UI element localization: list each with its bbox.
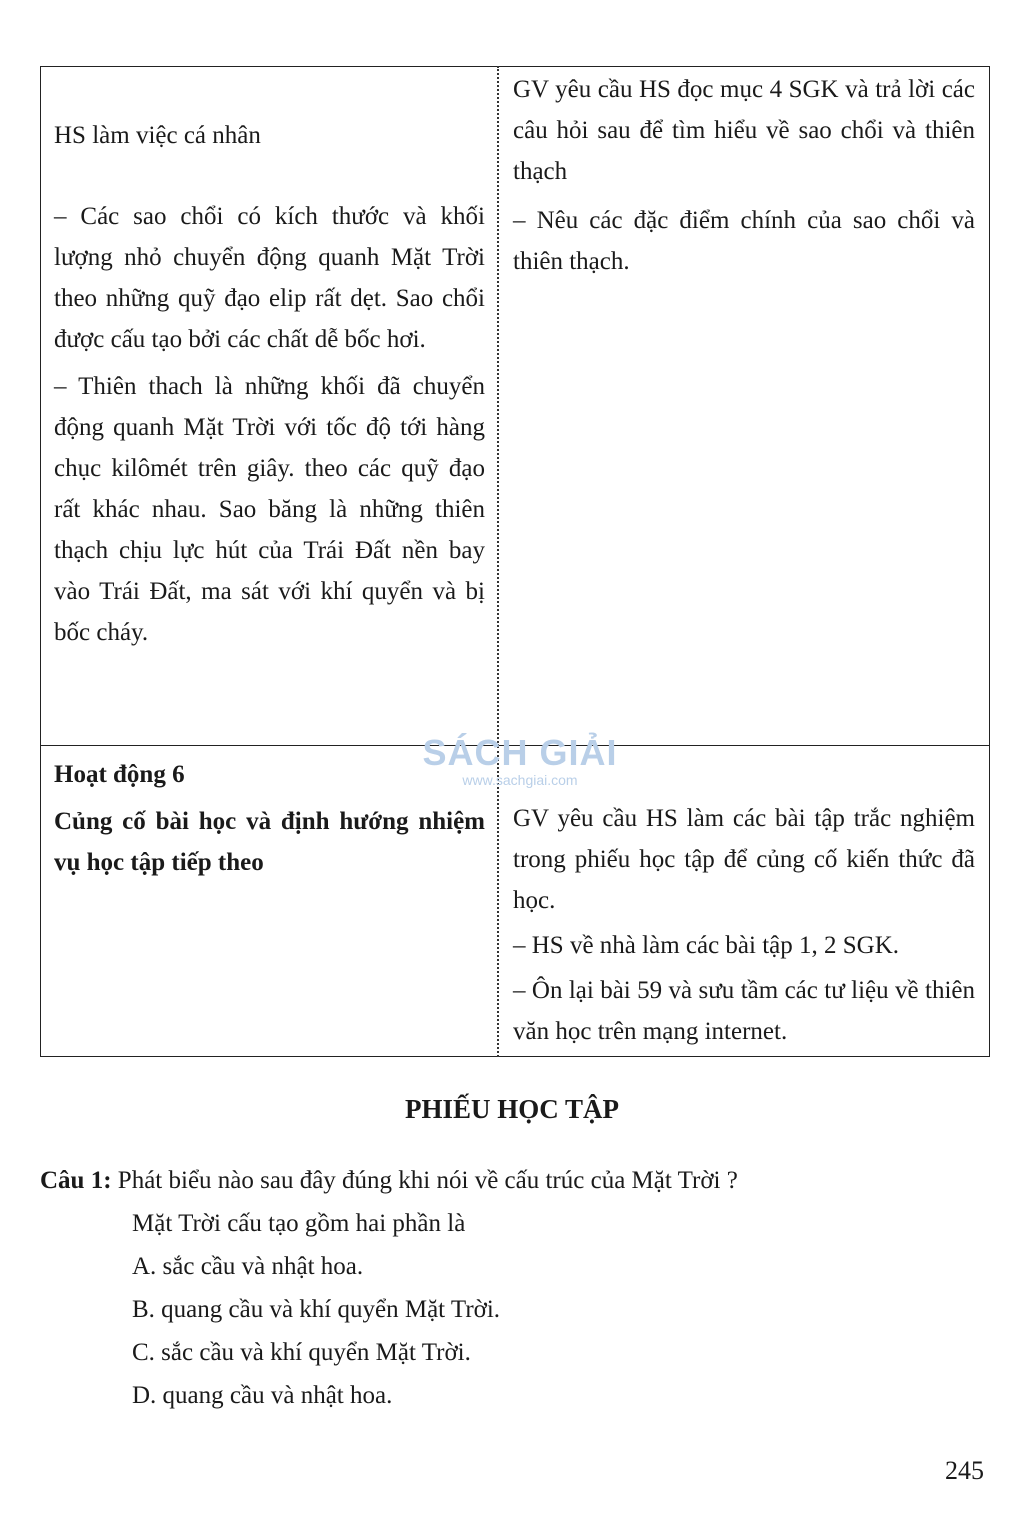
option-a: A. sắc cầu và nhật hoa.	[132, 1253, 364, 1280]
question-label: Câu 1:	[40, 1167, 112, 1194]
worksheet-title: PHIẾU HỌC TẬP	[404, 1094, 620, 1124]
quiz-section	[40, 1160, 980, 1417]
option-b: B. quang cầu và khí quyển Mặt Trời.	[132, 1296, 501, 1323]
homework-text: – HS về nhà làm các bài tập 1, 2 SGK.	[513, 932, 900, 959]
teacher-question-text: – Nêu các đặc điểm chính của sao chổi và thiên thạch.	[513, 207, 975, 275]
watermark-logo: SÁCH GIẢI	[422, 732, 618, 773]
student-column-cell	[41, 67, 499, 746]
option-d: D. quang cầu và nhật hoa.	[132, 1382, 393, 1409]
page-number: 245	[945, 1456, 984, 1485]
teacher-column-cell	[498, 67, 990, 746]
option-c: C. sắc cầu và khí quyển Mặt Trời.	[132, 1339, 471, 1366]
activity-subtitle: Củng cố bài học và định hướng nhiệm vụ học tập tiếp theo	[54, 808, 485, 876]
table-row	[41, 67, 990, 746]
comet-answer-text: – Các sao chổi có kích thước và khối lượng nhỏ chuyển động quanh Mặt Trời theo những quỹ đạo elip rất dẹt. Sao chổi được cấu tạo bởi các chất dễ bốc hơi.	[54, 203, 485, 353]
question-text: Phát biểu nào sau đây đúng khi nói về cấu trúc của Mặt Trời ?	[117, 1167, 738, 1194]
question-stem: Mặt Trời cấu tạo gồm hai phần là	[132, 1210, 466, 1237]
teacher-instruction-text: GV yêu cầu HS làm các bài tập trắc nghiệm trong phiếu học tập để củng cố kiến thức đã học.	[513, 805, 975, 914]
meteoroid-answer-text: – Thiên thach là những khối đã chuyển động quanh Mặt Trời với tốc độ tới hàng chục kilômét trên giây. theo các quỹ đạo rất khác nhau. Sao băng là những thiên thạch chịu lực hút của Trái Đất nền bay vào Trái Đất, ma sát với khí quyển và bị bốc cháy.	[54, 373, 485, 646]
lesson-table	[40, 66, 990, 1057]
individual-work-text: HS làm việc cá nhân	[54, 122, 261, 149]
review-text: – Ôn lại bài 59 và sưu tầm các tư liệu về thiên văn học trên mạng internet.	[513, 977, 975, 1045]
teacher-instruction-text: GV yêu cầu HS đọc mục 4 SGK và trả lời các câu hỏi sau để tìm hiểu về sao chổi và thiên thạch	[513, 76, 975, 185]
activity-column-cell	[41, 746, 499, 1057]
table-row	[41, 746, 990, 1057]
teacher-column-cell	[498, 746, 990, 1057]
question	[40, 1160, 980, 1202]
activity-title: Hoạt động 6	[54, 761, 185, 788]
watermark-url: www.sachgiai.com	[462, 772, 578, 788]
